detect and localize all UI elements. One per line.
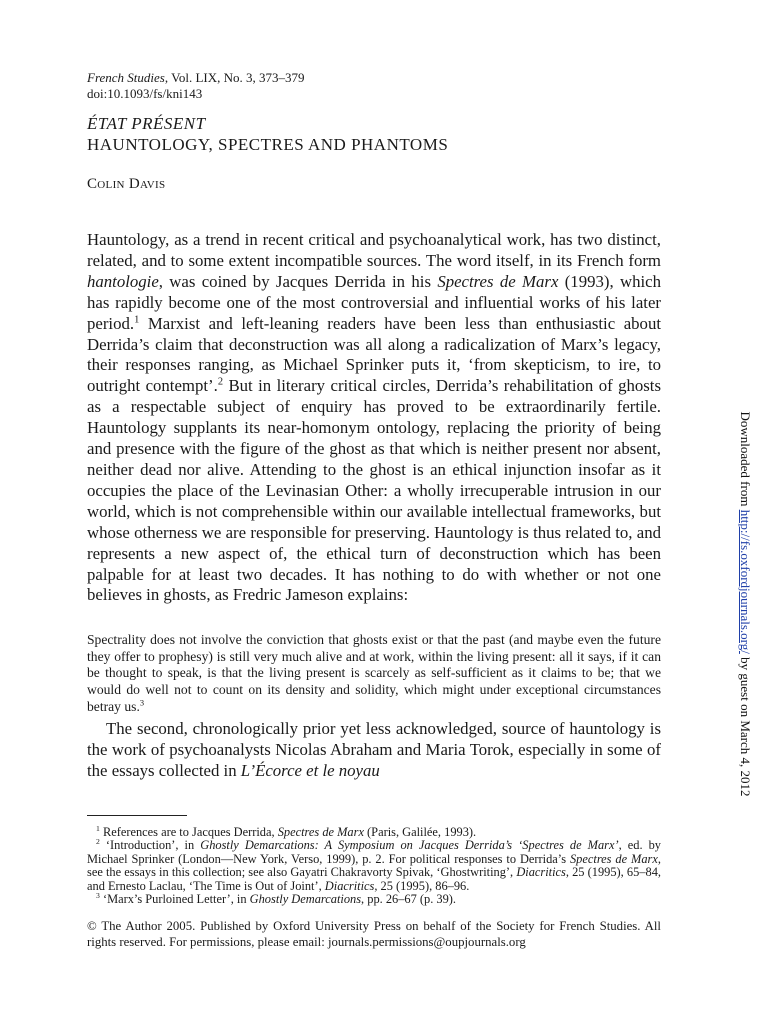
article-title: HAUNTOLOGY, SPECTRES AND PHANTOMS (87, 135, 449, 154)
journal-volume-pages: , Vol. LIX, No. 3, 373–379 (164, 70, 305, 85)
article-type: ÉTAT PRÉSENT (87, 114, 206, 133)
journal-name: French Studies (87, 70, 165, 85)
doi: doi:10.1093/fs/kni143 (87, 86, 203, 101)
footnote-ref-2[interactable]: 2 (217, 376, 224, 388)
journal-link[interactable]: http://fs.oxfordjournals.org/ (738, 509, 753, 654)
copyright-notice: © The Author 2005. Published by Oxford University Press on behalf of the Society for French Studies. All rights reserved. For permissions, please email: journals.permissions@oupjournals.org (87, 919, 661, 949)
footnote-1: $^1$ References are to Jacques Derrida, Spectres de Marx (Paris, Galilée, 1993). (96, 823, 477, 839)
download-watermark: Downloaded from http://fs.oxfordjournals.org/ by guest on March 4, 2012 (738, 411, 753, 797)
block-quote: Spectrality does not involve the conviction that ghosts exist or that the past (and maybe even the future they offer to prophesy) is still very much alive and at work, within the living present: all it says, if it can be thought to speak, is that the living present is scarcely as self-sufficient as it claims to be; that we would do well not to count on its density and solidity, which might under exceptional circumstances betray us.$^3$ (87, 632, 661, 714)
footnote-ref-3[interactable]: 3 (139, 697, 145, 708)
paragraph-2: The second, chronologically prior yet less acknowledged, source of hauntology is the work of psychoanalysts Nicolas Abraham and Maria Torok, especially in some of the essays collected in L’Écorce et le noyau (87, 719, 661, 780)
footnote-divider (87, 815, 187, 816)
footnote-ref-1[interactable]: 1 (134, 314, 140, 326)
footnotes (87, 823, 661, 907)
author-name: Colin Davis (87, 176, 166, 192)
footnote-3: $^3$ ‘Marx’s Purloined Letter’, in Ghostly Demarcations, pp. 26–67 (p. 39). (96, 890, 457, 907)
footnote-2: $^2$ ‘Introduction’, in Ghostly Demarcations: A Symposium on Jacques Derrida’s ‘Spectres de Marx’, ed. by Michael Sprinker (London—New York, Verso, 1999), p. 2. For political responses to Derrida’s Spectres de Marx, see the essays in this collection; see also Gayatri Chakravorty Spivak, ‘Ghostwriting’, Diacritics, 25 (1995), 65–84, and Ernesto Laclau, ‘The Time is Out of Joint’, Diacritics, 25 (1995), 86–96. (87, 837, 661, 893)
paragraph-1: Hauntology, as a trend in recent critical and psychoanalytical work, has two distinct, related, and to some extent incompatible sources. The word itself, in its French form hantologie, was coined by Jacques Derrida in his Spectres de Marx (1993), which has rapidly become one of the most controversial and influential works of his later period.$^1$ Marxist and left-leaning readers have been less than enthusiastic about Derrida’s claim that deconstruction was all along a radicalization of Marx’s legacy, their responses ranging, as Michael Sprinker puts it, ‘from skepticism, to ire, to outright contempt’.$^2$ But in literary critical circles, Derrida’s rehabilitation of ghosts as a respectable subject of enquiry has proved to be extraordinarily fertile. Hauntology supplants its near-homonym ontology, replacing the priority of being and presence with the figure of the ghost as that which is neither present nor absent, neither dead nor alive. Attending to the ghost is an ethical injunction insofar as it occupies the place of the Levinasian Other: a wholly irrecuperable intrusion in our world, which is not comprehensible within our available intellectual frameworks, but whose otherness we are responsible for preserving. Hauntology is thus related to, and represents a new aspect of, the ethical turn of deconstruction which has been palpable for at least two decades. It has nothing to do with whether or not one believes in ghosts, as Fredric Jameson explains: (87, 230, 661, 605)
journal-citation (87, 70, 305, 86)
